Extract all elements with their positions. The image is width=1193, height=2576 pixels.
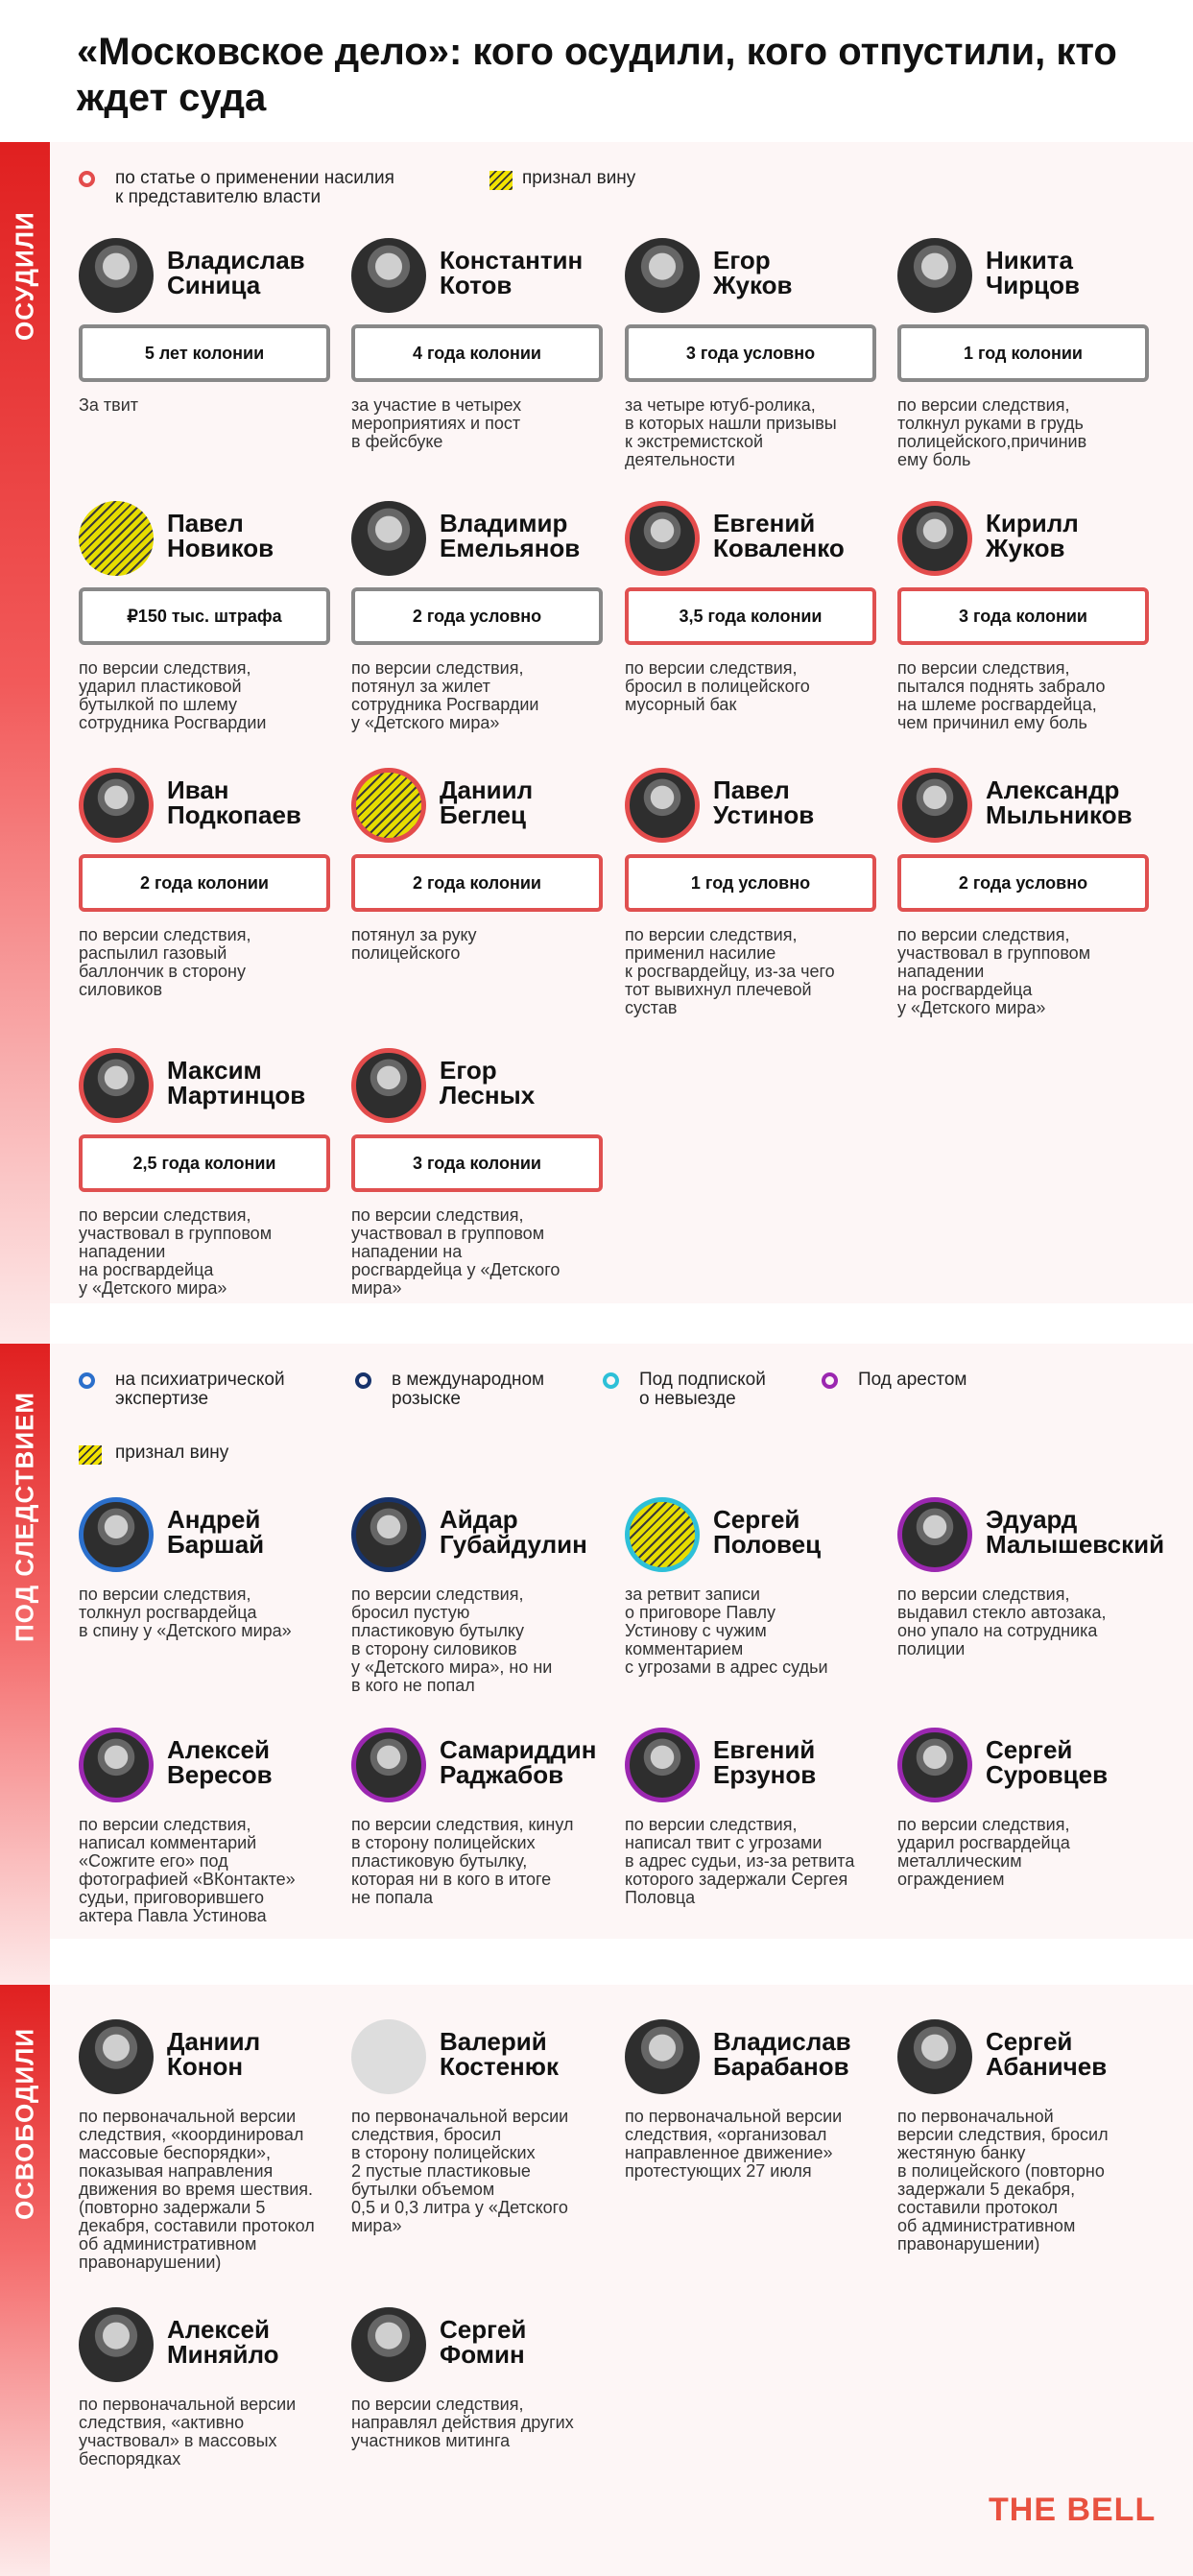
avatar [897,768,972,843]
page-title: «Московское дело»: кого осудили, кого отпустили, кто ждет суда [77,31,1117,119]
sidebar-investigation [0,1344,50,1985]
avatar [79,1497,154,1572]
legend-subscription [603,1371,814,1413]
person-name: Сергей Фомин [440,2315,527,2369]
person-name: Алексей Вересов [167,1735,273,1789]
person-description: по версии следствия, толкнул руками в грудь полицейского,причинив ему боль [897,395,1087,469]
person-name: Павел Устинов [713,775,815,829]
person-card [351,1048,620,1298]
sidebar-convicted [0,142,50,1344]
person-description: по первоначальной версии следствия, «координировал массовые беспорядки», показывая направления движения во время шествия. (повторно задержали 5 декабря, составили протокол об административном правонарушении) [79,2107,315,2272]
sentence-box: 3 года колонии [351,1134,603,1192]
sidebar-released [0,1985,50,2576]
legend-hatch-icon-2 [79,1445,102,1465]
person-description: потянул за руку полицейского [351,925,477,963]
avatar [625,238,700,313]
person-description: по версии следствия, выдавил стекло автозака, оно упало на сотрудника полиции [897,1585,1107,1658]
person-description: по первоначальной версии следствия, бросил в сторону полицейских 2 пустые пластиковые бутылки объемом 0,5 и 0,3 литра у «Детского мира» [351,2107,569,2235]
legend-hatch-icon [489,171,513,190]
person-card [351,2307,620,2480]
avatar [625,768,700,843]
person-description: по версии следствия, толкнул росгвардейца в спину у «Детского мира» [79,1585,292,1640]
legend-arrest [822,1371,1014,1394]
legend-wanted-label: в международном розыске [392,1370,545,1409]
legend-subscription-label: Под подпиской о невыезде [639,1370,766,1409]
avatar [79,2307,154,2382]
avatar [351,1497,426,1572]
person-description: по версии следствия, потянул за жилет сотрудника Росгвардии у «Детского мира» [351,658,539,732]
avatar [351,2019,426,2094]
avatar [79,238,154,313]
the-bell-logo: THE BELL [989,2492,1157,2528]
avatar [625,2019,700,2094]
avatar [79,768,154,843]
person-name: Эдуард Малышевский [986,1505,1165,1559]
person-description: по версии следствия, участвовал в групповом нападении на росгвардейца у «Детского мира» [351,1205,561,1298]
avatar [351,2307,426,2382]
person-card [351,238,620,451]
person-description: по версии следствия, участвовал в групповом нападении на росгвардейца у «Детского мира» [897,925,1091,1017]
person-description: по первоначальной версии следствия, «организовал направленное движение» протестующих 27 июля [625,2107,843,2181]
legend-psych-label: на психиатрической экспертизе [115,1370,285,1409]
person-card [79,1048,347,1298]
sentence-box: 2 года условно [351,587,603,645]
legend-red-ring-icon [79,171,95,187]
sentence-box: 3,5 года колонии [625,587,876,645]
person-description: по версии следствия, кинул в сторону полицейских пластиковую бутылку, которая ни в кого в итоге не попала [351,1815,574,1907]
person-card [625,501,894,714]
avatar [897,1497,972,1572]
person-card [625,1728,894,1920]
avatar [897,1728,972,1802]
person-name: Даниил Беглец [440,775,534,829]
sidebar-label-convicted: ОСУДИЛИ [10,211,39,342]
person-name: Владислав Синица [167,246,305,299]
person-card [351,1728,620,1920]
person-name: Сергей Абаничев [986,2027,1108,2081]
person-card [351,2019,620,2235]
sentence-box: 1 год условно [625,854,876,912]
person-card [625,1497,894,1689]
person-card [897,1728,1166,1920]
person-card [897,768,1166,1017]
person-card [625,768,894,1017]
person-description: за четыре ютуб-ролика, в которых нашли призывы к экстремистской деятельности [625,395,837,469]
person-description: по версии следствия, пытался поднять забрало на шлеме росгвардейца, чем причинил ему боль [897,658,1106,732]
person-name: Владимир Емельянов [440,509,581,562]
legend-violence [79,169,482,211]
legend-guilty-label: признал вину [522,168,636,188]
sentence-box: 2 года условно [897,854,1149,912]
person-description: за участие в четырех мероприятиях и пост в фейсбуке [351,395,522,451]
sentence-box: 5 лет колонии [79,324,330,382]
person-name: Иван Подкопаев [167,775,301,829]
legend-blue-ring-icon [79,1372,95,1389]
person-description: по версии следствия, ударил росгвардейца металлическим ограждением [897,1815,1070,1889]
sentence-box: 2,5 года колонии [79,1134,330,1192]
sentence-box: 1 год колонии [897,324,1149,382]
avatar [79,501,154,576]
legend-guilty-label-2: признал вину [115,1443,229,1463]
person-name: Даниил Конон [167,2027,261,2081]
sentence-box: 4 года колонии [351,324,603,382]
person-description: по версии следствия, написал комментарий «Сожгите его» под фотографией «ВКонтакте» судьи, приговорившего актера Павла Устинова [79,1815,296,1925]
sidebar-label-investigation: ПОД СЛЕДСТВИЕМ [10,1391,39,1642]
person-description: по версии следствия, распылил газовый баллончик в сторону силовиков [79,925,251,999]
person-card [625,238,894,469]
person-description: за ретвит записи о приговоре Павлу Устинову с чужим комментарием с угрозами в адрес судьи [625,1585,828,1677]
person-name: Самариддин Раджабов [440,1735,597,1789]
person-name: Айдар Губайдулин [440,1505,587,1559]
person-name: Егор Жуков [713,246,793,299]
person-name: Евгений Коваленко [713,509,845,562]
person-card [897,501,1166,732]
person-name: Сергей Суровцев [986,1735,1109,1789]
legend-guilty [489,169,739,192]
person-card [79,1728,347,1925]
avatar [79,1728,154,1802]
person-description: по версии следствия, применил насилие к росгвардейцу, из-за чего тот вывихнул плечевой сустав [625,925,835,1017]
person-card [351,501,620,732]
person-name: Никита Чирцов [986,246,1080,299]
person-card [79,501,347,732]
avatar [351,238,426,313]
avatar [897,238,972,313]
person-description: по версии следствия, написал твит с угрозами в адрес судьи, из-за ретвита которого задержали Сергея Половца [625,1815,855,1907]
person-name: Александр Мыльников [986,775,1133,829]
avatar [79,1048,154,1123]
person-name: Константин Котов [440,246,584,299]
person-description: по версии следствия, бросил пустую пластиковую бутылку в сторону силовиков у «Детского мира», но ни в кого не попал [351,1585,553,1695]
sentence-box: ₽150 тыс. штрафа [79,587,330,645]
person-description: по первоначальной версии следствия, бросил жестяную банку в полицейского (повторно задержали 5 декабря, составили протокол об административном правонарушении) [897,2107,1109,2254]
person-name: Владислав Барабанов [713,2027,851,2081]
avatar [625,1497,700,1572]
person-name: Кирилл Жуков [986,509,1079,562]
person-name: Сергей Половец [713,1505,822,1559]
avatar [351,1728,426,1802]
sentence-box: 3 года условно [625,324,876,382]
legend-cyan-ring-icon [603,1372,619,1389]
legend-navy-ring-icon [355,1372,371,1389]
legend-violence-label: по статье о применении насилия к представителю власти [115,168,394,207]
person-name: Андрей Баршай [167,1505,265,1559]
legend-arrest-label: Под арестом [858,1370,967,1390]
person-card [79,768,347,999]
person-card [625,2019,894,2211]
sentence-box: 3 года колонии [897,587,1149,645]
person-name: Евгений Ерзунов [713,1735,817,1789]
person-description: по версии следствия, направлял действия других участников митинга [351,2395,574,2450]
avatar [625,501,700,576]
legend-purple-ring-icon [822,1372,838,1389]
person-name: Валерий Костенюк [440,2027,559,2081]
legend-wanted [355,1371,585,1413]
avatar [351,1048,426,1123]
person-card [897,2019,1166,2269]
person-name: Максим Мартинцов [167,1056,306,1109]
sidebar-label-released: ОСВОБОДИЛИ [10,2027,39,2221]
person-card [351,768,620,963]
person-card [897,1497,1166,1689]
avatar [897,501,972,576]
person-card [79,2019,347,2272]
person-card [897,238,1166,469]
person-card [351,1497,620,1695]
person-card [79,1497,347,1689]
avatar [351,768,426,843]
avatar [625,1728,700,1802]
person-description: по версии следствия, бросил в полицейского мусорный бак [625,658,810,714]
legend-guilty-2 [79,1443,309,1467]
avatar [79,2019,154,2094]
person-card [79,238,347,430]
person-description: по первоначальной версии следствия, «активно участвовал» в массовых беспорядках [79,2395,297,2469]
person-name: Павел Новиков [167,509,274,562]
person-name: Алексей Миняйло [167,2315,279,2369]
person-card [79,2307,347,2480]
sentence-box: 2 года колонии [79,854,330,912]
legend-psych [79,1371,328,1413]
avatar [897,2019,972,2094]
person-description: За твит [79,395,138,415]
person-description: по версии следствия, ударил пластиковой бутылкой по шлему сотрудника Росгвардии [79,658,267,732]
avatar [351,501,426,576]
person-description: по версии следствия, участвовал в групповом нападении на росгвардейца у «Детского мира» [79,1205,273,1298]
person-name: Егор Лесных [440,1056,536,1109]
sentence-box: 2 года колонии [351,854,603,912]
